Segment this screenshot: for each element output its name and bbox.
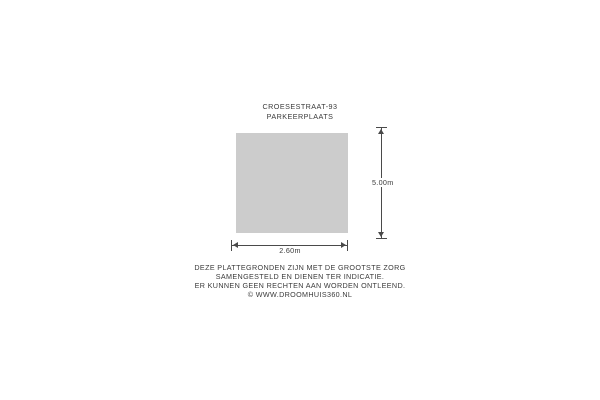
- disclaimer-line-3: ER KUNNEN GEEN RECHTEN AAN WORDEN ONTLEEND.: [194, 281, 406, 290]
- vertical-dimension-arrow-down-icon: [378, 232, 384, 237]
- disclaimer-line-2: SAMENGESTELD EN DIENEN TER INDICATIE.: [215, 272, 385, 281]
- disclaimer-line-1: DEZE PLATTEGRONDEN ZIJN MET DE GROOTSTE ZORG: [194, 263, 406, 272]
- horizontal-dimension-arrow-left-icon: [233, 242, 238, 248]
- disclaimer-copyright: © WWW.DROOMHUIS360.NL: [247, 290, 353, 299]
- parking-space-shape: [236, 133, 348, 233]
- vertical-dimension-cap-top: [376, 127, 387, 128]
- drawing-title-line-1: CROESESTRAAT-93: [262, 102, 338, 111]
- drawing-title: [0, 102, 600, 122]
- vertical-dimension-cap-bottom: [376, 238, 387, 239]
- disclaimer-text: [0, 263, 600, 299]
- drawing-title-line-2: PARKEERPLAATS: [266, 112, 334, 121]
- vertical-dimension-label: 5.00m: [370, 178, 432, 187]
- vertical-dimension-arrow-up-icon: [378, 129, 384, 134]
- horizontal-dimension-cap-right: [347, 240, 348, 251]
- horizontal-dimension-cap-left: [231, 240, 232, 251]
- horizontal-dimension-label: 2.60m: [239, 246, 341, 255]
- horizontal-dimension-arrow-right-icon: [341, 242, 346, 248]
